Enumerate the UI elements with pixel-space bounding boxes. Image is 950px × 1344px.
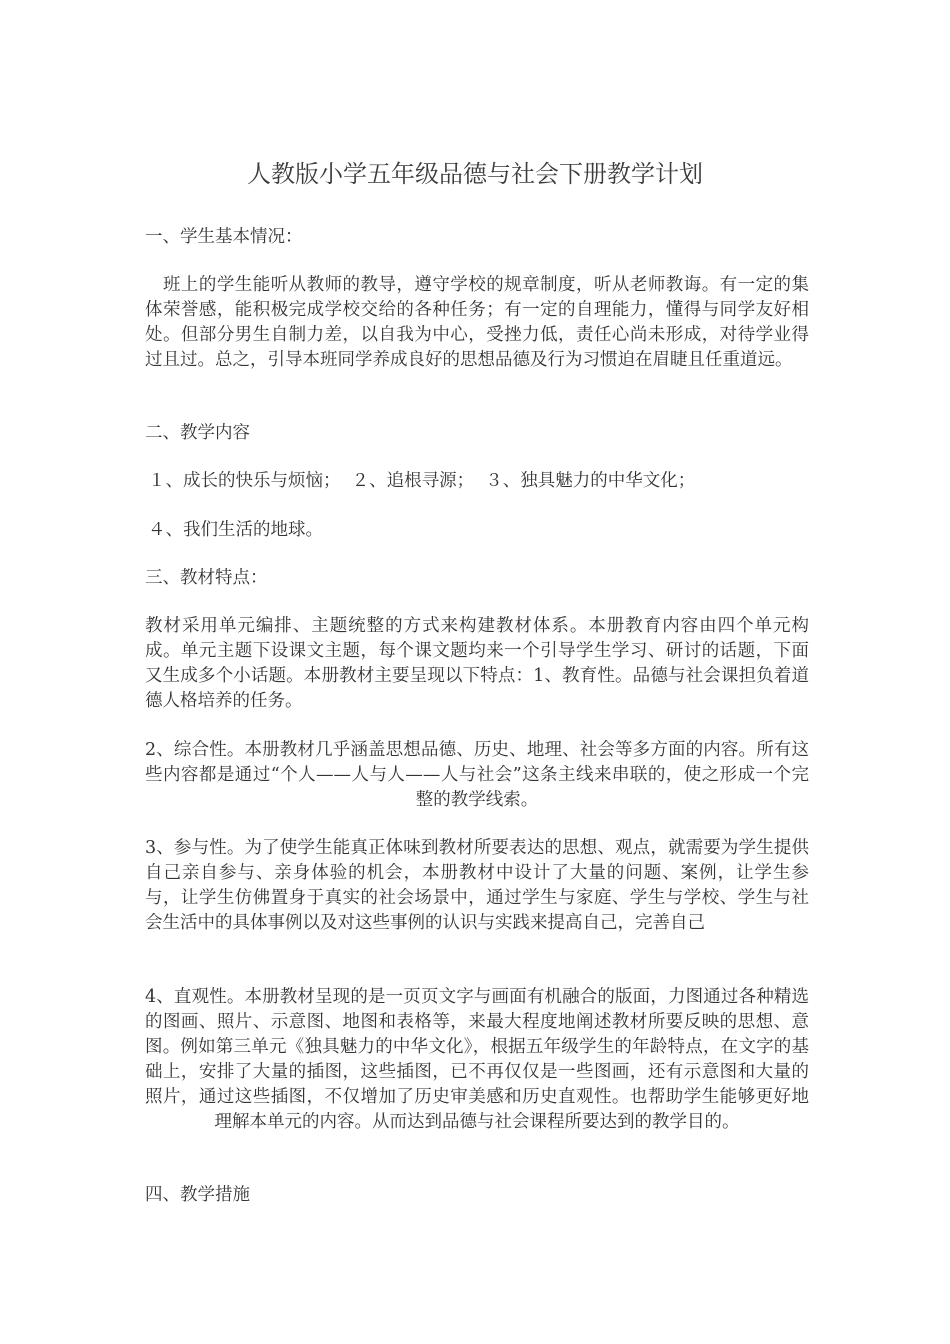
section-heading-content: 二、教学内容: [145, 423, 250, 443]
paragraph-feature-participation: 3、参与性。为了使学生能真正体味到教材所要表达的思想、观点，就需要为学生提供自己亲自参与、亲身体验的机会，本册教材中设计了大量的问题、案例，让学生参与，让学生仿佛置身于真实的社会场景中，通过学生与家庭、学生与学校、学生与社会生活中的具体事例以及对这些事例的认识与实践来提高自己，完善自己: [145, 838, 809, 933]
paragraph-students: 班上的学生能听从教师的教导，遵守学校的规章制度，听从老师教诲。有一定的集体荣誉感，能积极完成学校交给的各种任务；有一定的自理能力，懂得与同学友好相处。但部分男生自制力差，以自我为中心，受挫力低，责任心尚未形成，对待学业得过且过。总之，引导本班同学养成良好的思想品德及行为习惯迫在眉睫且任重道远。: [145, 275, 809, 370]
content-list-line-2: ４、我们生活的地球。: [148, 520, 323, 540]
paragraph-features-intro: 教材采用单元编排、主题统整的方式来构建教材体系。本册教育内容由四个单元构成。单元主题下设课文主题，每个课文题均来一个引导学生学习、研讨的话题，下面又生成多个小话题。本册教材主要呈现以下特点：1、教育性。品德与社会课担负着道德人格培养的任务。: [145, 616, 809, 711]
document-title: 人教版小学五年级品德与社会下册教学计划: [247, 160, 703, 188]
paragraph-feature-comprehensive: 2、综合性。本册教材几乎涵盖思想品德、历史、地理、社会等多方面的内容。所有这些内容都是通过“个人——人与人——人与社会”这条主线来串联的，使之形成一个完整的教学线索。: [145, 740, 809, 810]
section-heading-measures: 四、教学措施: [145, 1185, 250, 1205]
section-heading-students: 一、学生基本情况：: [145, 227, 303, 247]
section-heading-features: 三、教材特点：: [145, 568, 268, 588]
paragraph-feature-intuitive: 4、直观性。本册教材呈现的是一页页文字与画面有机融合的版面，力图通过各种精选的图画、照片、示意图、地图和表格等，来最大程度地阐述教材所要反映的思想、意图。例如第三单元《独具魅力的中华文化》，根据五年级学生的年龄特点，在文字的基础上，安排了大量的插图，这些插图，已不再仅仅是一些图画，还有示意图和大量的照片，通过这些插图，不仅增加了历史审美感和历史直观性。也帮助学生能够更好地理解本单元的内容。从而达到品德与社会课程所要达到的教学目的。: [145, 987, 809, 1132]
content-list-line-1: １、成长的快乐与烦恼； ２、追根寻源； ３、独具魅力的中华文化；: [148, 471, 696, 491]
